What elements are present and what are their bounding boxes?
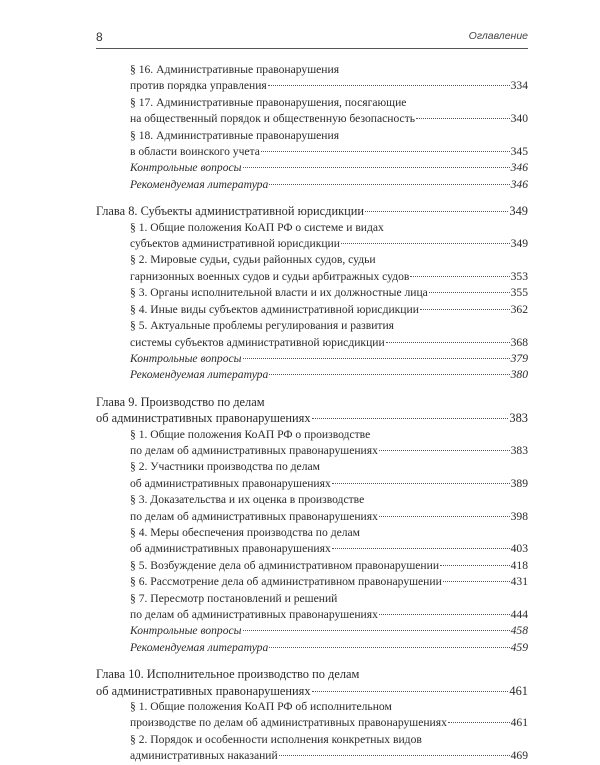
dot-leader: [243, 630, 510, 631]
page-header: [96, 30, 528, 48]
toc-entry-title-line: § 2. Порядок и особенности исполнения конкретных видов: [130, 732, 422, 746]
toc-entry-title-line: § 17. Административные правонарушения, посягающие: [130, 95, 407, 109]
toc-entry-title-line: § 1. Общие положения КоАП РФ о производстве: [130, 427, 371, 441]
toc-entry-title: гарнизонных военных судов и судьи арбитражных судов: [130, 269, 410, 283]
dot-leader: [243, 358, 510, 359]
toc-section-entry[interactable]: [96, 62, 528, 95]
toc-section-entry[interactable]: [96, 160, 528, 176]
toc-entry-title: Рекомендуемая литература: [130, 640, 269, 654]
toc-page-number: 469: [510, 749, 528, 763]
toc-section-entry[interactable]: [96, 699, 528, 732]
toc-entry-title: субъектов административной юрисдикции: [130, 237, 340, 251]
toc-entry-title-line: Глава 9. Производство по делам: [96, 394, 265, 409]
toc-page-number: 362: [510, 302, 528, 316]
toc-entry-title-line: § 1. Общие положения КоАП РФ о системе и видах: [130, 220, 384, 234]
toc-page-number: 349: [509, 204, 528, 219]
dot-leader: [332, 548, 510, 549]
dot-leader: [269, 374, 509, 375]
dot-leader: [332, 483, 510, 484]
toc-page-number: 355: [510, 286, 528, 300]
toc-entry-title-line: § 4. Меры обеспечения производства по делам: [130, 525, 361, 539]
toc-entry-title-line: § 2. Мировые судьи, судьи районных судов, судьи: [130, 253, 376, 267]
dot-leader: [269, 184, 509, 185]
toc-section-entry[interactable]: [96, 574, 528, 590]
toc-page-number: 346: [510, 177, 528, 191]
toc-entry-title-line: § 2. Участники производства по делам: [130, 460, 320, 474]
toc-entry-title-line: § 18. Административные правонарушения: [130, 128, 340, 142]
toc-section-entry[interactable]: [96, 558, 528, 574]
toc-entry-title: Глава 8. Субъекты административной юрисдикции: [96, 204, 365, 219]
toc-page-number: 345: [510, 145, 528, 159]
toc-chapter-entry[interactable]: [96, 394, 528, 427]
toc-entry-title-line: § 16. Административные правонарушения: [130, 63, 340, 76]
page-number: 8: [96, 30, 103, 44]
toc-chapter-entry[interactable]: [96, 203, 528, 219]
toc-section-entry[interactable]: [96, 318, 528, 351]
toc-section-entry[interactable]: [96, 285, 528, 301]
toc-entry-title: против порядка управления: [130, 79, 267, 93]
toc-section-entry[interactable]: [96, 732, 528, 765]
dot-leader: [365, 211, 508, 212]
toc-section-entry[interactable]: [96, 427, 528, 460]
toc-section-entry[interactable]: [96, 302, 528, 318]
toc-entry-title: об административных правонарушениях: [130, 476, 331, 490]
dot-leader: [429, 292, 510, 293]
toc-page-number: 383: [509, 411, 528, 426]
toc-chapter-entry[interactable]: [96, 666, 528, 699]
dot-leader: [261, 151, 510, 152]
toc-section-entry[interactable]: [96, 252, 528, 285]
dot-leader: [379, 614, 510, 615]
toc-page-number: 380: [510, 368, 528, 382]
dot-leader: [279, 755, 510, 756]
toc-section-entry[interactable]: [96, 492, 528, 525]
toc-page-number: 459: [510, 640, 528, 654]
toc-section-entry[interactable]: [96, 591, 528, 624]
dot-leader: [443, 581, 510, 582]
toc-entry-title: Рекомендуемая литература: [130, 177, 269, 191]
toc-entry-title: Контрольные вопросы: [130, 351, 242, 365]
toc-entry-title: об административных правонарушениях: [96, 683, 311, 698]
dot-leader: [379, 516, 510, 517]
table-of-contents: [96, 62, 528, 765]
toc-entry-title: Контрольные вопросы: [130, 624, 242, 638]
toc-page-number: 403: [510, 542, 528, 556]
dot-leader: [420, 309, 510, 310]
toc-entry-title: системы субъектов административной юрисдикции: [130, 335, 385, 349]
dot-leader: [268, 85, 510, 86]
toc-page-number: 461: [510, 716, 528, 730]
dot-leader: [269, 647, 509, 648]
toc-section-entry[interactable]: [96, 525, 528, 558]
toc-entry-title: Контрольные вопросы: [130, 161, 242, 175]
toc-entry-title-line: § 1. Общие положения КоАП РФ об исполнительном: [130, 700, 392, 714]
dot-leader: [379, 450, 510, 451]
toc-section-entry[interactable]: [96, 220, 528, 253]
toc-page-number: 444: [510, 608, 528, 621]
toc-entry-title-line: § 3. Доказательства и их оценка в производстве: [130, 493, 365, 507]
toc-entry-title-line: § 5. Актуальные проблемы регулирования и развития: [130, 319, 395, 333]
toc-page-number: 461: [509, 683, 528, 698]
toc-section-entry[interactable]: [96, 95, 528, 128]
toc-page-number: 368: [510, 335, 528, 349]
toc-entry-title: § 3. Органы исполнительной власти и их должностные лица: [130, 286, 428, 300]
dot-leader: [312, 691, 509, 692]
toc-page-number: 379: [510, 351, 528, 365]
toc-section-entry[interactable]: [96, 177, 528, 193]
toc-page-number: 389: [510, 476, 528, 490]
toc-entry-title: по делам об административных правонарушениях: [130, 509, 378, 523]
toc-entry-title: об административных правонарушениях: [130, 542, 331, 556]
dot-leader: [410, 276, 509, 277]
toc-section-entry[interactable]: [96, 128, 528, 161]
header-rule: [96, 48, 528, 49]
toc-page-number: 353: [510, 269, 528, 283]
toc-page-number: 418: [510, 558, 528, 572]
toc-entry-title: об административных правонарушениях: [96, 411, 311, 426]
toc-page-number: 349: [510, 237, 528, 251]
toc-section-entry[interactable]: [96, 640, 528, 656]
toc-section-entry[interactable]: [96, 367, 528, 383]
dot-leader: [341, 243, 510, 244]
dot-leader: [416, 118, 510, 119]
toc-entry-title: § 5. Возбуждение дела об административном правонарушении: [130, 558, 440, 572]
toc-page-number: 383: [510, 443, 528, 457]
dot-leader: [440, 565, 510, 566]
toc-page-number: 398: [510, 509, 528, 523]
toc-page-number: 346: [510, 161, 528, 175]
toc-section-entry[interactable]: [96, 623, 528, 639]
toc-section-entry[interactable]: [96, 351, 528, 367]
toc-entry-title: на общественный порядок и общественную безопасность: [130, 112, 416, 126]
dot-leader: [448, 722, 510, 723]
toc-entry-title: по делам об административных правонарушениях: [130, 608, 378, 621]
toc-page-number: 340: [510, 112, 528, 126]
toc-entry-title: производстве по делам об административных правонарушениях: [130, 716, 447, 730]
toc-entry-title: по делам об административных правонарушениях: [130, 443, 378, 457]
toc-page-number: 458: [510, 624, 528, 638]
dot-leader: [312, 418, 509, 419]
toc-entry-title: § 4. Иные виды субъектов административной юрисдикции: [130, 302, 419, 316]
toc-entry-title: § 6. Рассмотрение дела об административном правонарушении: [130, 575, 442, 589]
toc-page-number: 431: [510, 575, 528, 589]
toc-entry-title: в области воинского учета: [130, 145, 260, 159]
toc-section-entry[interactable]: [96, 459, 528, 492]
toc-entry-title: Рекомендуемая литература: [130, 368, 269, 382]
toc-entry-title-line: Глава 10. Исполнительное производство по делам: [96, 667, 360, 682]
toc-page-number: 334: [510, 79, 528, 93]
toc-entry-title-line: § 7. Пересмотр постановлений и решений: [130, 591, 338, 605]
dot-leader: [243, 167, 510, 168]
running-title: Оглавление: [468, 30, 528, 42]
toc-entry-title: административных наказаний: [130, 749, 278, 763]
dot-leader: [386, 342, 510, 343]
